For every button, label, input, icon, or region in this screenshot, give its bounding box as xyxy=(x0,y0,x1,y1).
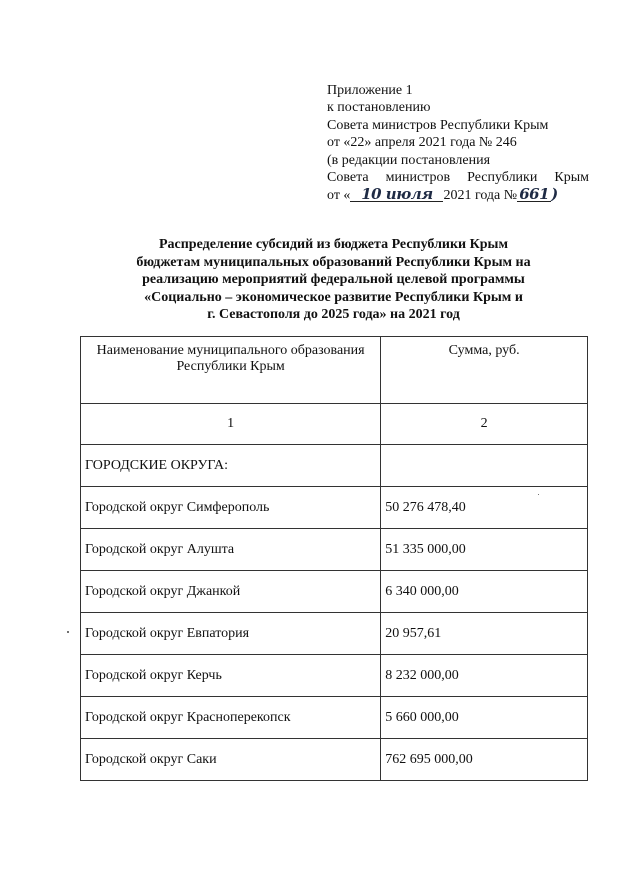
annex-word: Республики xyxy=(467,170,538,186)
table-row xyxy=(81,529,588,571)
annex-council-line xyxy=(327,169,589,186)
annex-line: Приложение 1 xyxy=(327,83,413,98)
subsidy-amount: 6 340 000,00 xyxy=(381,571,588,613)
annex-line: (в редакции постановления xyxy=(327,152,491,168)
header-amount: Сумма, руб. xyxy=(381,337,588,404)
municipality-name: Городской округ Керчь xyxy=(81,655,381,697)
title-line: «Социально – экономическое развитие Республики Крым и xyxy=(144,289,523,305)
subsidy-amount: 50 276 478,40 xyxy=(381,487,588,529)
section-label: ГОРОДСКИЕ ОКРУГА: xyxy=(81,445,381,487)
handwritten-date: 10 июля xyxy=(350,187,443,202)
table-row xyxy=(81,739,588,781)
section-row xyxy=(81,445,588,487)
municipality-name: Городской округ Симферополь xyxy=(81,487,381,529)
subsidy-amount: 5 660 000,00 xyxy=(381,697,588,739)
date-middle: 2021 года № xyxy=(443,188,518,204)
title-line: г. Севастополя до 2025 года» на 2021 год xyxy=(207,307,460,323)
table-header-row xyxy=(81,337,588,404)
table-row xyxy=(81,613,588,655)
empty-cell xyxy=(381,445,588,487)
annex-block xyxy=(327,82,589,205)
table-row xyxy=(81,571,588,613)
municipality-name: Городской округ Красноперекопск xyxy=(81,697,381,739)
subsidy-table xyxy=(80,336,588,781)
title-line: Распределение субсидий из бюджета Республики Крым xyxy=(158,237,509,252)
annex-word: министров xyxy=(385,170,451,186)
handwritten-number: 661 xyxy=(517,187,551,202)
municipality-name: Городской округ Саки xyxy=(81,739,381,781)
subsidy-amount: 51 335 000,00 xyxy=(381,529,588,571)
date-suffix: ) xyxy=(551,185,558,204)
municipality-name: Городской округ Евпатория xyxy=(81,613,381,655)
annex-line: от «22» апреля 2021 года № 246 xyxy=(327,135,517,151)
annex-word: Крым xyxy=(554,170,589,186)
scan-speck xyxy=(538,494,539,495)
annex-line: Совета министров Республики Крым xyxy=(327,117,549,133)
date-prefix: от « xyxy=(327,188,351,204)
scan-speck xyxy=(67,631,69,633)
annex-amendment-date-line xyxy=(327,186,589,204)
document-title xyxy=(80,236,587,324)
title-line: реализацию мероприятий федеральной целевой программы xyxy=(142,272,525,288)
table-row xyxy=(81,487,588,529)
municipality-name: Городской округ Алушта xyxy=(81,529,381,571)
annex-word: Совета xyxy=(327,170,369,186)
header-municipality: Наименование муниципального образования Республики Крым xyxy=(81,337,381,404)
column-number: 1 xyxy=(81,404,381,445)
table-row xyxy=(81,655,588,697)
column-number: 2 xyxy=(381,404,588,445)
subsidy-amount: 8 232 000,00 xyxy=(381,655,588,697)
municipality-name: Городской округ Джанкой xyxy=(81,571,381,613)
title-line: бюджетам муниципальных образований Республики Крым на xyxy=(136,254,531,270)
subsidy-amount: 20 957,61 xyxy=(381,613,588,655)
column-number-row xyxy=(81,404,588,445)
subsidy-amount: 762 695 000,00 xyxy=(381,739,588,781)
annex-line: к постановлению xyxy=(327,100,431,116)
table-row xyxy=(81,697,588,739)
